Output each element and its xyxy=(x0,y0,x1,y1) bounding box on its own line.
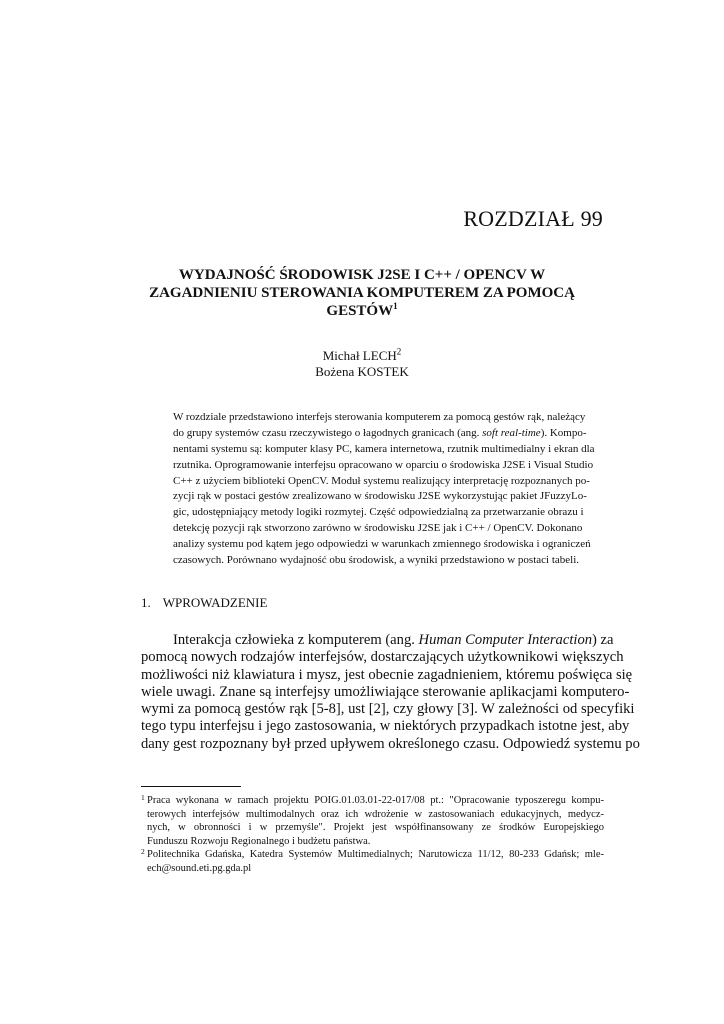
section-number: 1. xyxy=(141,595,151,610)
footnote-line: terowych interfejsów multimodalnych oraz ich wdrożenie w zastosowaniach edukacyjnych, medycz- xyxy=(147,808,604,820)
footnotes xyxy=(141,794,604,876)
body-line: Interakcja człowieka z komputerem (ang. Human Computer Interaction) za xyxy=(173,632,614,648)
italic-term: soft real-time xyxy=(482,426,541,439)
abstract-line: detekcję pozycji rąk stworzono zarówno w środowisku J2SE jak i C++ / OpenCV. Dokonano xyxy=(173,522,583,535)
section-title: WPROWADZENIE xyxy=(162,595,268,610)
footnote-line: ech@sound.eti.pg.gda.pl xyxy=(147,862,252,874)
italic-term: Human Computer Interaction xyxy=(418,632,593,648)
abstract-line: C++ z użyciem biblioteki OpenCV. Moduł systemu realizujący interpretację rozpoznanych po- xyxy=(173,474,590,487)
abstract-line: analizy systemu pod kątem jego odpowiedzi w warunkach zmiennego środowiska i ograniczeń xyxy=(173,538,591,551)
title-line: ZAGADNIENIU STEROWANIA KOMPUTEREM ZA POMOCĄ xyxy=(149,285,575,301)
footnote xyxy=(141,848,604,875)
abstract-line: rzutnika. Oprogramowanie interfejsu opracowano w oparciu o środowiska J2SE i Visual Studio xyxy=(173,458,594,471)
abstract-line: nentami systemu są: komputer klasy PC, kamera internetowa, rzutnik multimedialny i ekran dla xyxy=(173,442,595,455)
body-line: wiele uwagi. Znane są interfejsy umożliwiające sterowanie aplikacjami komputero- xyxy=(141,683,630,700)
body-text xyxy=(141,632,640,753)
title-line: WYDAJNOŚĆ ŚRODOWISK J2SE I C++ / OPENCV W xyxy=(178,267,546,283)
author: Bożena KOSTEK xyxy=(315,364,409,379)
abstract xyxy=(173,410,595,569)
footnote-mark: 1 xyxy=(393,301,398,311)
footnote-line: Praca wykonana w ramach projektu POIG.01.03.01-22-017/08 pt.: "Opracowanie typoszeregu kompu- xyxy=(147,795,604,806)
footnote-mark: 2 xyxy=(396,346,402,357)
footnote-line: Politechnika Gdańska, Katedra Systemów Multimedialnych; Narutowicza 11/12, 80-233 Gdańsk; mle- xyxy=(147,849,604,861)
abstract-line: czasowych. Porównano wydajność obu środowisk, a wyniki przedstawiono w postaci tabeli. xyxy=(173,554,580,567)
footnote-divider xyxy=(141,786,241,787)
footnote-number: 2 xyxy=(141,847,145,857)
body-line: pomocą nowych rodzajów interfejsów, dostarczających użytkownikowi większych xyxy=(141,649,624,666)
abstract-line: do grupy systemów czasu rzeczywistego o łagodnych granicach (ang. soft real-time). Kompo- xyxy=(173,426,587,439)
abstract-line: W rozdziale przedstawiono interfejs sterowania komputerem za pomocą gestów rąk, należący xyxy=(173,411,586,423)
paper-title xyxy=(140,266,584,320)
author: Michał LECH$^2$ xyxy=(322,346,402,363)
section-heading xyxy=(141,595,267,611)
footnote-line: Funduszu Rozwoju Regionalnego i budżetu państwa. xyxy=(147,835,371,847)
author-list xyxy=(140,348,584,380)
footnote-line: nych, w obronności i w przemyśle". Projekt jest współfinansowany ze środków Europejskiego xyxy=(147,822,604,834)
footnote xyxy=(141,794,604,848)
body-line: tego typu interfejsu i jego zastosowania, w niektórych przypadkach istotne jest, aby xyxy=(141,718,630,735)
body-line: wymi za pomocą gestów rąk [5-8], ust [2], czy głowy [3]. W zależności od specyfiki xyxy=(141,701,635,718)
body-line: możliwości niż klawiatura i mysz, jest obecnie zagadnieniem, któremu poświęca się xyxy=(141,666,633,683)
body-line: dany gest rozpoznany był przed upływem określonego czasu. Odpowiedź systemu po xyxy=(141,735,640,752)
title-line: GESTÓW$^1$ xyxy=(326,301,398,319)
footnote-number: 1 xyxy=(141,793,145,802)
abstract-line: gic, udostępniający metody logiki rozmytej. Część odpowiedzialną za przetwarzanie obrazu i xyxy=(173,506,584,519)
chapter-heading: ROZDZIAŁ 99 xyxy=(463,206,603,231)
abstract-line: zycji rąk w postaci gestów zrealizowano w środowisku J2SE wykorzystując pakiet JFuzzyLo- xyxy=(173,490,587,503)
